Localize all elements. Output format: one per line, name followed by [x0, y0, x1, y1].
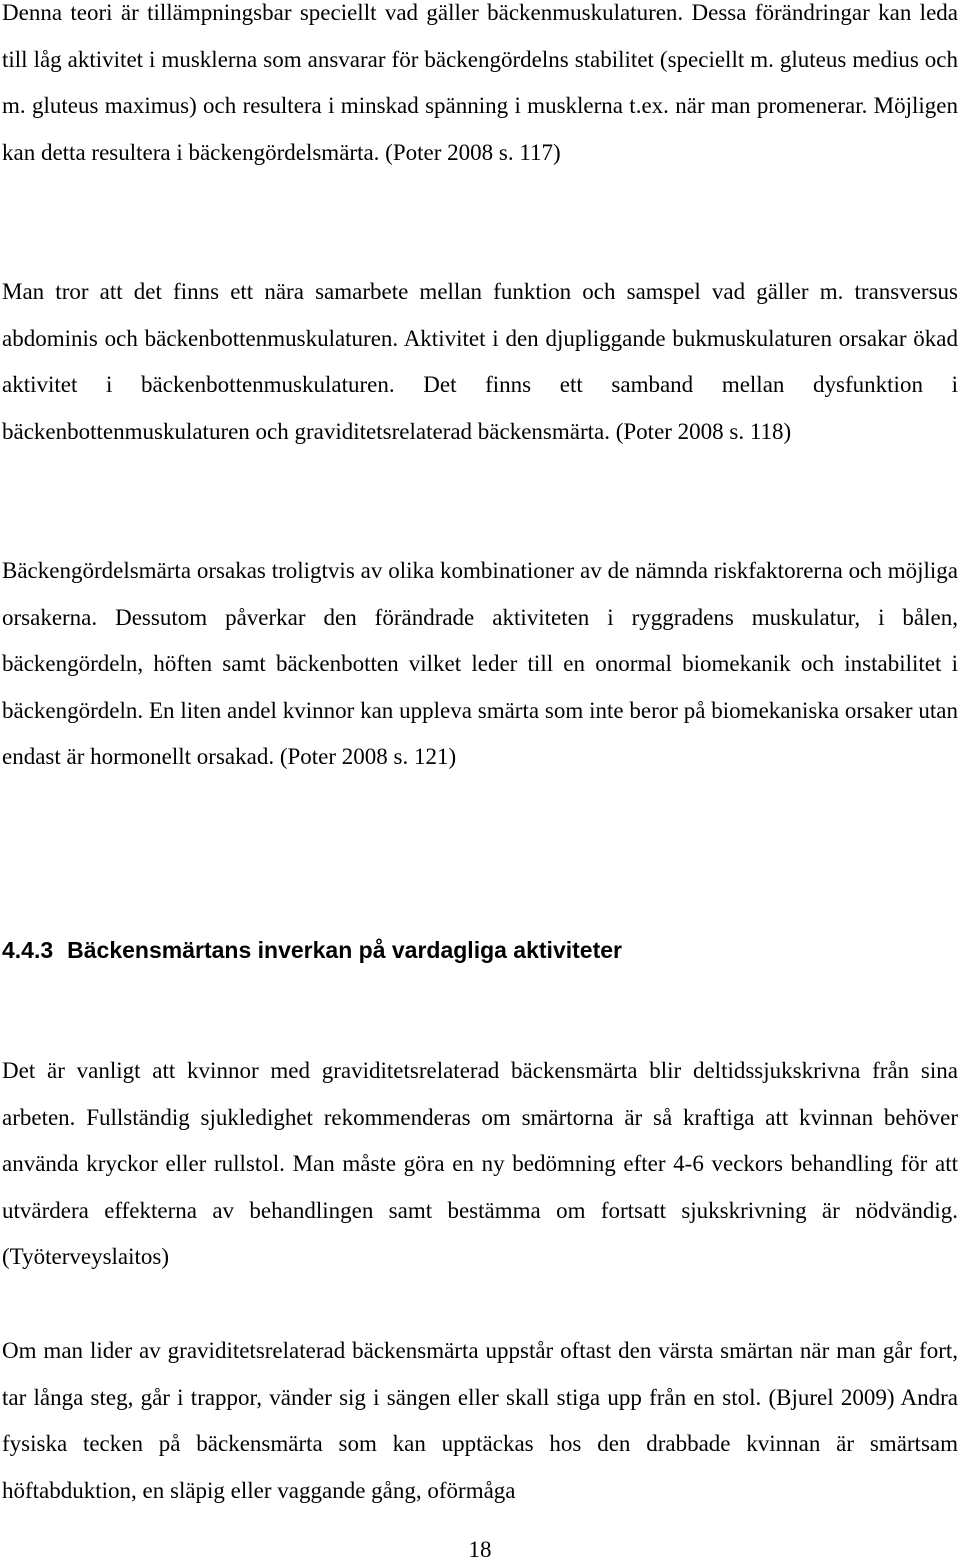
body-paragraph-pelvic-girdle-pain-causes: Bäckengördelsmärta orsakas troligtvis av olika kombinationer av de nämnda riskfaktorerna och möjliga orsakerna. Dessutom påverkar den förändrade aktiviteten i ryggradens muskulatur, i bålen, bäckengördeln, höften samt bäckenbotten vilket leder till en onormal biomekanik och instabilitet i bäckengördeln. En liten andel kvinnor kan uppleva smärta som inte beror på biomekaniska orsaker utan endast är hormonellt orsakad. (Poter 2008 s. 121) — [2, 558, 958, 769]
section-heading — [2, 933, 958, 967]
page-number: 18 — [468, 1537, 492, 1562]
body-paragraph-pelvic-muscles: Denna teori är tillämpningsbar speciellt vad gäller bäckenmuskulaturen. Dessa förändringar kan leda till låg aktivitet i musklerna som ansvarar för bäckengördelns stabilitet (speciellt m. gluteus medius och m. gluteus maximus) och resultera i minskad spänning i musklerna t.ex. när man promenerar. Möjligen kan detta resultera i bäckengördelsmärta. (Poter 2008 s. 117) — [2, 0, 958, 165]
body-paragraph-symptoms: Om man lider av graviditetsrelaterad bäckensmärta uppstår oftast den värsta smärtan när man går fort, tar långa steg, går i trappor, vänder sig i sängen eller skall stiga upp från en stol. (Bjurel 2009) Andra fysiska tecken på bäckensmärta som kan upptäckas hos den drabbade kvinnan är smärtsam höftabduktion, en släpig eller vaggande gång, oförmåga — [2, 1338, 958, 1503]
section-number: 4.4.3 — [2, 937, 54, 963]
body-paragraph-sick-leave: Det är vanligt att kvinnor med graviditetsrelaterad bäckensmärta blir deltidssjukskrivna från sina arbeten. Fullständig sjukledighet rekommenderas om smärtorna är så kraftiga att kvinnan behöver använda kryckor eller rullstol. Man måste göra en ny bedömning efter 4-6 veckors behandling för att utvärdera effekterna av behandlingen samt bestämma om fortsatt sjukskrivning är nödvändig. (Työterveyslaitos) — [2, 1058, 958, 1269]
section-title: Bäckensmärtans inverkan på vardagliga aktiviteter — [67, 937, 622, 963]
body-paragraph-transversus-abdominis: Man tror att det finns ett nära samarbete mellan funktion och samspel vad gäller m. transversus abdominis och bäckenbottenmuskulaturen. Aktivitet i den djupliggande bukmuskulaturen orsakar ökad aktivitet i bäckenbottenmuskulaturen. Det finns ett samband mellan dysfunktion i bäckenbottenmuskulaturen och graviditetsrelaterad bäckensmärta. (Poter 2008 s. 118) — [2, 279, 958, 444]
